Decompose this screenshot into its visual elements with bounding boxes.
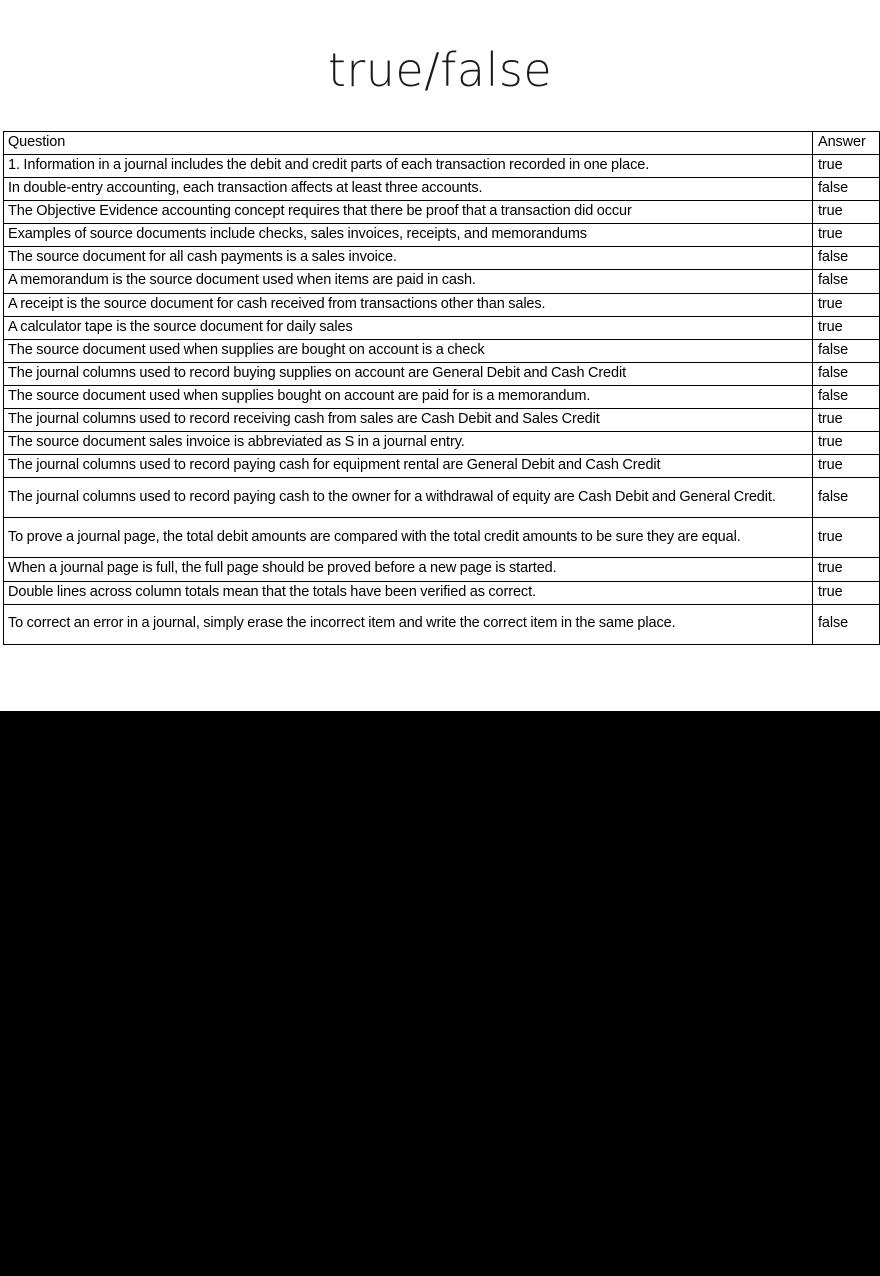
question-cell: The journal columns used to record receiving cash from sales are Cash Debit and Sales Credit (4, 409, 813, 432)
question-cell: To correct an error in a journal, simply erase the incorrect item and write the correct item in the same place. (4, 604, 813, 644)
answer-cell: false (813, 270, 880, 293)
column-header-question: Question (4, 131, 813, 154)
answer-cell: false (813, 339, 880, 362)
table-row (4, 432, 880, 455)
answer-cell: true (813, 154, 880, 177)
answer-cell: true (813, 432, 880, 455)
black-block-region (0, 711, 880, 1276)
question-cell: A memorandum is the source document used when items are paid in cash. (4, 270, 813, 293)
answer-cell: true (813, 316, 880, 339)
question-cell: The source document used when supplies are bought on account is a check (4, 339, 813, 362)
table-row (4, 386, 880, 409)
table-row (4, 478, 880, 518)
question-cell: The journal columns used to record paying cash for equipment rental are General Debit and Cash Credit (4, 455, 813, 478)
table-row (4, 362, 880, 385)
table-row (4, 178, 880, 201)
question-cell: 1. Information in a journal includes the debit and credit parts of each transaction recorded in one place. (4, 154, 813, 177)
true-false-quiz-table-container (3, 131, 879, 645)
table-row (4, 247, 880, 270)
table-row (4, 558, 880, 581)
answer-cell: true (813, 201, 880, 224)
answer-cell: true (813, 558, 880, 581)
table-row (4, 201, 880, 224)
answer-cell: false (813, 178, 880, 201)
answer-cell: false (813, 604, 880, 644)
question-cell: Examples of source documents include checks, sales invoices, receipts, and memorandums (4, 224, 813, 247)
question-cell: The journal columns used to record paying cash to the owner for a withdrawal of equity are Cash Debit and General Credit. (4, 478, 813, 518)
table-row (4, 270, 880, 293)
table-row (4, 154, 880, 177)
table-row (4, 316, 880, 339)
question-cell: In double-entry accounting, each transaction affects at least three accounts. (4, 178, 813, 201)
answer-cell: false (813, 478, 880, 518)
answer-cell: false (813, 386, 880, 409)
table-header-row (4, 131, 880, 154)
answer-cell: true (813, 224, 880, 247)
question-cell: The source document for all cash payments is a sales invoice. (4, 247, 813, 270)
question-cell: The source document used when supplies bought on account are paid for is a memorandum. (4, 386, 813, 409)
answer-cell: true (813, 409, 880, 432)
table-header (4, 131, 880, 154)
column-header-answer: Answer (813, 131, 880, 154)
table-row (4, 518, 880, 558)
question-cell: The source document sales invoice is abbreviated as S in a journal entry. (4, 432, 813, 455)
table-row (4, 409, 880, 432)
answer-cell: true (813, 518, 880, 558)
table-row (4, 455, 880, 478)
answer-cell: false (813, 362, 880, 385)
table-row (4, 293, 880, 316)
table-body (4, 154, 880, 644)
question-cell: Double lines across column totals mean that the totals have been verified as correct. (4, 581, 813, 604)
page-title: true/false (327, 42, 553, 97)
question-cell: The journal columns used to record buying supplies on account are General Debit and Cash Credit (4, 362, 813, 385)
answer-cell: true (813, 455, 880, 478)
question-cell: When a journal page is full, the full page should be proved before a new page is started. (4, 558, 813, 581)
answer-cell: true (813, 293, 880, 316)
question-cell: To prove a journal page, the total debit amounts are compared with the total credit amounts to be sure they are equal. (4, 518, 813, 558)
true-false-quiz-table (3, 131, 880, 645)
question-cell: A calculator tape is the source document for daily sales (4, 316, 813, 339)
question-cell: The Objective Evidence accounting concept requires that there be proof that a transaction did occur (4, 201, 813, 224)
table-row (4, 339, 880, 362)
table-row (4, 224, 880, 247)
table-row (4, 581, 880, 604)
question-cell: A receipt is the source document for cash received from transactions other than sales. (4, 293, 813, 316)
answer-cell: false (813, 247, 880, 270)
answer-cell: true (813, 581, 880, 604)
table-row (4, 604, 880, 644)
